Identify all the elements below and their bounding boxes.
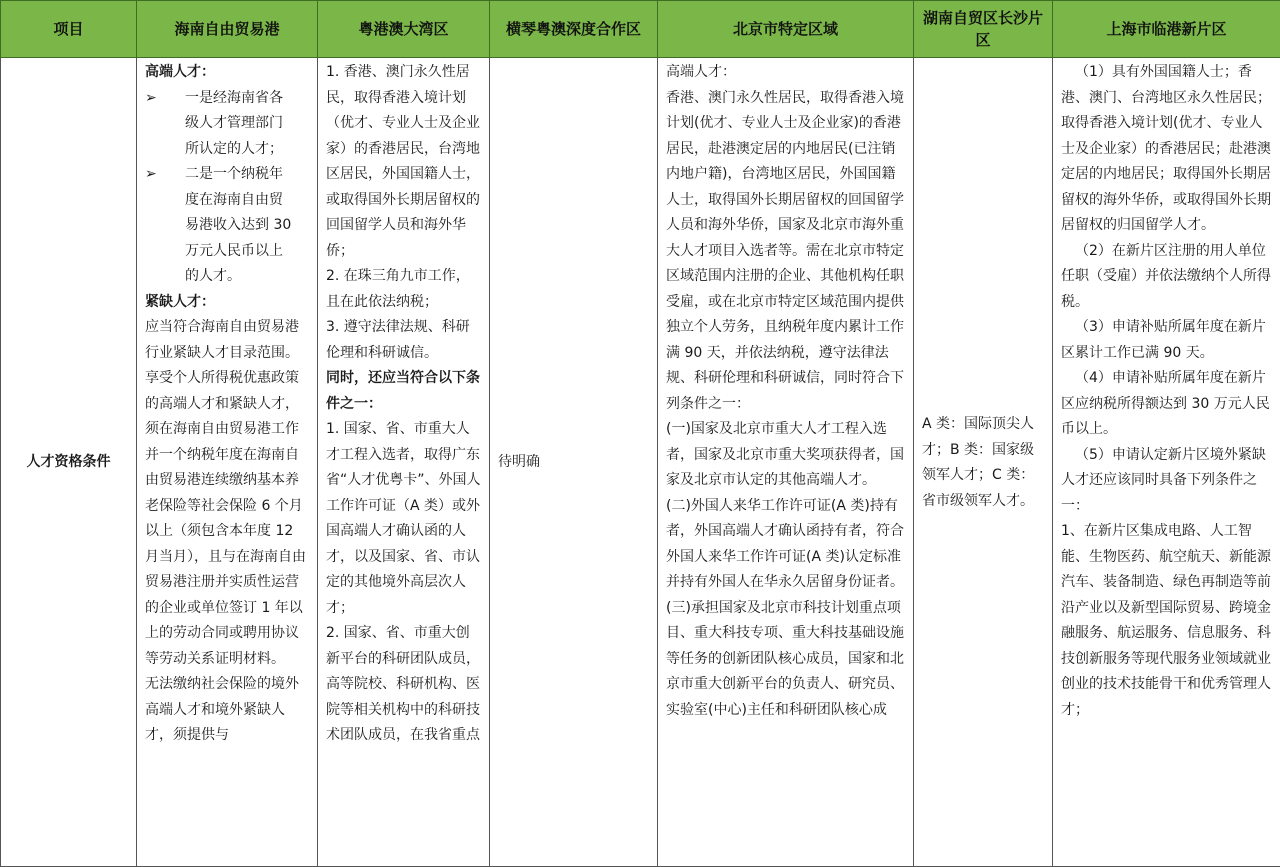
shanghai-para-1: （1）具有外国国籍人士；香港、澳门、台湾地区永久性居民；取得香港入境计划(优才、专业人士及企业家）的香港居民；赴港澳定居的内地居民；取得国外长期居留权的海外华侨，或取得国外长期居留权的归国留学人才。 xyxy=(1061,60,1272,239)
hainan-para-2: 享受个人所得税优惠政策的高端人才和紧缺人才，须在海南自由贸易港工作并一个纳税年度在海南自由贸易港连续缴纳基本养老保险等社会保险 6 个月以上（须包含本年度 12 月当月），且与在海南自由贸易港注册并实质性运营的企业或单位签订 1 年以上的劳动合同或聘用协议等劳动关系证明材料。 xyxy=(145,366,309,672)
cell-hainan xyxy=(137,58,318,867)
hainan-bullet-1: ➢ 一是经海南省各级人才管理部门所认定的人才； xyxy=(145,86,309,163)
shanghai-para-4: （4）申请补贴所属年度在新片区应纳税所得额达到 30 万元人民币以上。 xyxy=(1061,366,1272,443)
gba-para-5: 1. 国家、省、市重大人才工程入选者，取得广东省“人才优粤卡”、外国人工作许可证（A 类）或外国高端人才确认函的人才，以及国家、省、市认定的其他境外高层次人才； xyxy=(326,417,481,621)
beijing-para-3: (一)国家及北京市重大人才工程入选者，国家及北京市重大奖项获得者，国家及北京市认定的其他高端人才。 xyxy=(666,417,905,494)
beijing-para-4: (二)外国人来华工作许可证(A 类)持有者，外国高端人才确认函持有者，符合外国人来华工作许可证(A 类)认定标准并持有外国人在华永久居留身份证者。 xyxy=(666,494,905,596)
shanghai-para-5: （5）申请认定新片区境外紧缺人才还应该同时具备下列条件之一： xyxy=(1061,443,1272,520)
cell-shanghai xyxy=(1053,58,1280,867)
arrow-bullet-icon: ➢ xyxy=(145,86,175,163)
header-hunan: 湖南自贸区长沙片区 xyxy=(914,1,1053,58)
header-hainan: 海南自由贸易港 xyxy=(137,1,318,58)
beijing-para-5: (三)承担国家及北京市科技计划重点项目、重大科技专项、重大科技基础设施等任务的创新团队核心成员，国家和北京市重大创新平台的负责人、研究员、实验室(中心)主任和科研团队核心成 xyxy=(666,596,905,724)
cell-gba xyxy=(318,58,490,867)
hainan-high-title: 高端人才： xyxy=(145,60,309,86)
cell-hunan: A 类：国际顶尖人才；B 类：国家级领军人才；C 类：省市级领军人才。 xyxy=(914,58,1053,867)
gba-para-2: 2. 在珠三角九市工作，且在此依法纳税； xyxy=(326,264,481,315)
header-gba: 粤港澳大湾区 xyxy=(318,1,490,58)
shanghai-para-2: （2）在新片区注册的用人单位任职（受雇）并依法缴纳个人所得税。 xyxy=(1061,239,1272,316)
gba-para-3: 3. 遵守法律法规、科研伦理和科研诚信。 xyxy=(326,315,481,366)
shanghai-para-3: （3）申请补贴所属年度在新片区累计工作已满 90 天。 xyxy=(1061,315,1272,366)
hainan-para-3: 无法缴纳社会保险的境外高端人才和境外紧缺人才，须提供与 xyxy=(145,672,309,749)
header-beijing: 北京市特定区域 xyxy=(658,1,914,58)
shanghai-para-6: 1、在新片区集成电路、人工智能、生物医药、航空航天、新能源汽车、装备制造、绿色再制造等前沿产业以及新型国际贸易、跨境金融服务、航运服务、信息服务、科技创新服务等现代服务业领域就业创业的技术技能骨干和优秀管理人才； xyxy=(1061,519,1272,723)
cell-beijing xyxy=(658,58,914,867)
cell-hengqin: 待明确 xyxy=(490,58,658,867)
table-header-row xyxy=(1,1,1280,58)
gba-para-4: 同时，还应当符合以下条件之一： xyxy=(326,366,481,417)
beijing-para-2: 香港、澳门永久性居民，取得香港入境计划(优才、专业人士及企业家)的香港居民，赴港澳定居的内地居民(已注销内地户籍)，台湾地区居民，外国国籍人士，取得国外长期居留权的回国留学人员和海外华侨，国家及北京市海外重大人才项目入选者等。需在北京市特定区域范围内注册的企业、其他机构任职受雇，或在北京市特定区域范围内提供独立个人劳务，且纳税年度内累计工作满 90 天，并依法纳税，遵守法律法规、科研伦理和科研诚信，同时符合下列条件之一： xyxy=(666,86,905,418)
gba-para-6: 2. 国家、省、市重大创新平台的科研团队成员，高等院校、科研机构、医院等相关机构中的科研技术团队成员，在我省重点 xyxy=(326,621,481,749)
hainan-short-title: 紧缺人才： xyxy=(145,290,309,316)
hainan-para-1: 应当符合海南自由贸易港行业紧缺人才目录范围。 xyxy=(145,315,309,366)
header-hengqin: 横琴粤澳深度合作区 xyxy=(490,1,658,58)
table-row xyxy=(1,58,1280,867)
header-shanghai: 上海市临港新片区 xyxy=(1053,1,1280,58)
beijing-para-1: 高端人才： xyxy=(666,60,905,86)
gba-para-1: 1. 香港、澳门永久性居民，取得香港入境计划（优才、专业人士及企业家）的香港居民，台湾地区居民，外国国籍人士，或取得国外长期居留权的回国留学人员和海外华侨； xyxy=(326,60,481,264)
arrow-bullet-icon: ➢ xyxy=(145,162,175,290)
header-item: 项目 xyxy=(1,1,137,58)
row-label: 人才资格条件 xyxy=(1,58,137,867)
hainan-bullet-2: ➢ 二是一个纳税年度在海南自由贸易港收入达到 30 万元人民币以上的人才。 xyxy=(145,162,309,290)
